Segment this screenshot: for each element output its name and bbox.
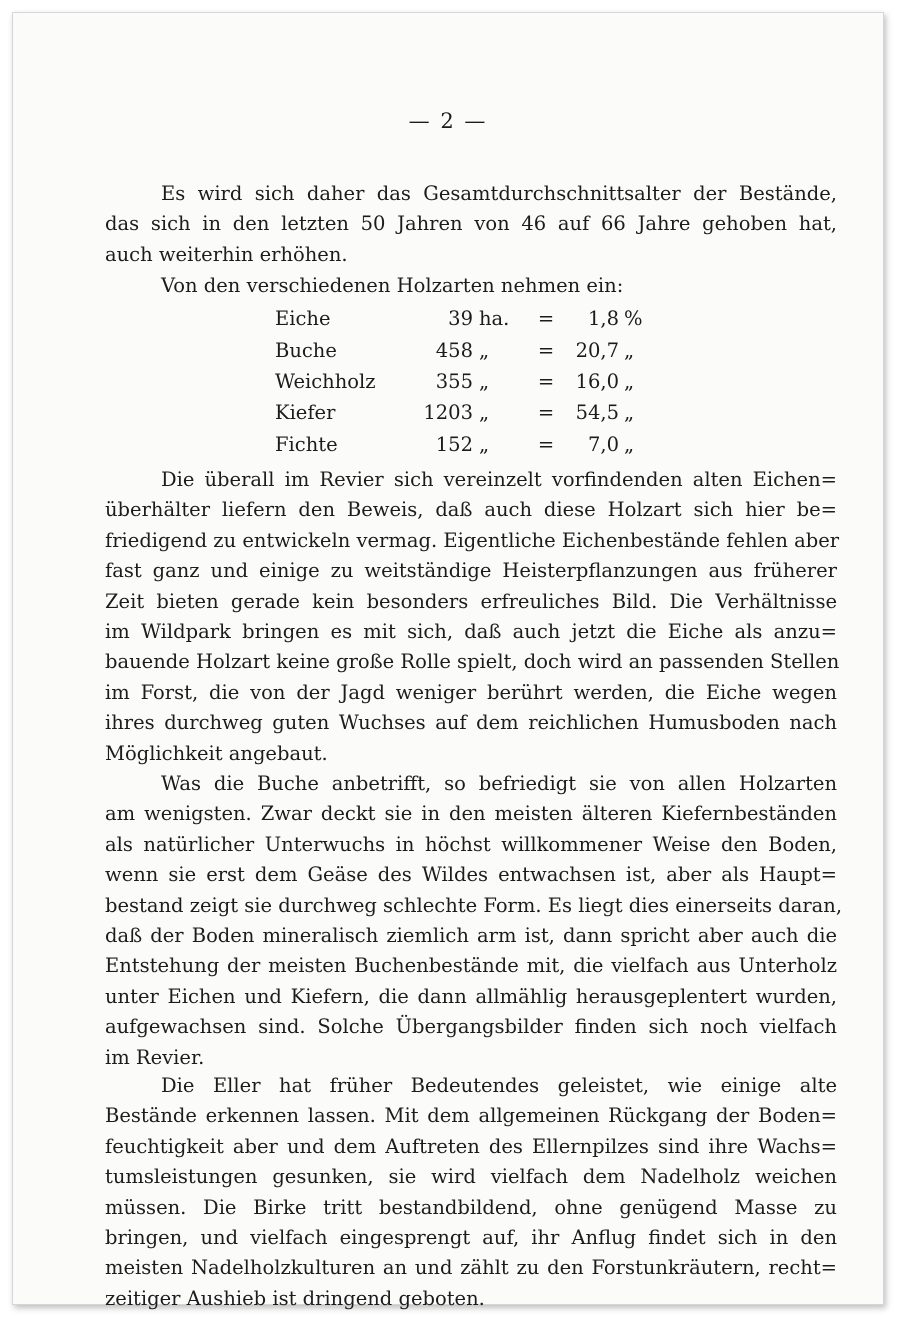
species-percent-unit: % (624, 307, 643, 331)
species-table (275, 303, 658, 460)
species-area: 355 (435, 369, 473, 393)
species-area-unit: „ (479, 369, 490, 393)
page-number: — 2 — (408, 109, 488, 133)
species-name: Kiefer (275, 401, 336, 425)
species-area-unit: „ (479, 432, 490, 456)
species-percent: 7,0 (587, 432, 619, 456)
text-line: im Wildpark bringen es mit sich, daß auch jetzt die Eiche als anzu= (105, 620, 837, 644)
text-line: im Revier. (105, 1045, 205, 1069)
species-name: Fichte (275, 432, 338, 456)
document-page (12, 12, 884, 1310)
text-line: das sich in den letzten 50 Jahren von 46 auf 66 Jahre gehoben hat, (105, 212, 837, 236)
text-line-content: Die Eller hat früher Bedeutendes geleistet, wie einige alte (161, 1074, 837, 1097)
species-name: Weichholz (275, 369, 376, 393)
species-name: Buche (275, 338, 337, 362)
text-line: wenn sie erst dem Geäse des Wildes entwachsen ist, aber als Haupt= (105, 863, 837, 887)
table-row (275, 397, 658, 428)
species-name: Eiche (275, 307, 331, 331)
species-area-unit: ha. (479, 307, 510, 331)
species-percent-unit: „ (624, 338, 635, 362)
table-row (275, 429, 658, 460)
text-line-content: Die überall im Revier sich vereinzelt vorfindenden alten Eichen= (161, 468, 837, 491)
text-line (105, 1071, 837, 1101)
text-line: auch weiterhin erhöhen. (105, 242, 348, 266)
text-line-content: Es wird sich daher das Gesamtdurchschnittsalter der Bestände, (161, 182, 837, 205)
text-line: bringen, und vielfach eingesprengt auf, ihr Anflug findet sich in den (105, 1226, 837, 1250)
text-line (105, 465, 837, 495)
species-area-unit: „ (479, 338, 490, 362)
text-line: meisten Nadelholzkulturen an und zählt zu den Forstunkräutern, recht= (105, 1256, 837, 1280)
text-line: friedigend zu entwickeln vermag. Eigentliche Eichenbestände fehlen aber (105, 528, 840, 552)
text-line (105, 769, 837, 799)
text-line: Möglichkeit angebaut. (105, 741, 328, 765)
species-percent-unit: „ (624, 401, 635, 425)
species-percent-unit: „ (624, 432, 635, 456)
equals-sign: = (537, 432, 555, 456)
paragraph-4 (105, 769, 843, 1073)
text-line (105, 179, 837, 209)
paragraph-3 (105, 465, 840, 769)
text-line: überhälter liefern den Beweis, daß auch diese Holzart sich hier be= (105, 498, 837, 522)
text-line: am wenigsten. Zwar deckt sie in den meisten älteren Kiefernbeständen (105, 802, 837, 826)
text-line: daß der Boden mineralisch ziemlich arm ist, dann spricht aber auch die (105, 924, 837, 948)
equals-sign: = (537, 307, 555, 331)
species-area-unit: „ (479, 401, 490, 425)
species-percent: 20,7 (575, 338, 619, 362)
text-line: tumsleistungen gesunken, sie wird vielfach dem Nadelholz weichen (105, 1165, 837, 1189)
species-percent: 54,5 (575, 401, 619, 425)
text-line: im Forst, die von der Jagd weniger berührt werden, die Eiche wegen (105, 680, 837, 704)
text-line: aufgewachsen sind. Solche Übergangsbilder finden sich noch vielfach (105, 1015, 837, 1039)
species-area: 39 (448, 307, 473, 331)
text-line-content: Was die Buche anbetrifft, so befriedigt sie von allen Holzarten (161, 772, 837, 795)
text-line: als natürlicher Unterwuchs in höchst willkommener Weise den Boden, (105, 832, 837, 856)
paragraph-1 (105, 179, 837, 270)
text-line: feuchtigkeit aber und dem Auftreten des Ellernpilzes sind ihre Wachs= (105, 1134, 837, 1158)
species-percent: 1,8 (587, 307, 619, 331)
text-line: bauende Holzart keine große Rolle spielt, doch wird an passenden Stellen (105, 650, 840, 674)
text-line (105, 271, 837, 301)
equals-sign: = (537, 369, 555, 393)
table-row (275, 303, 658, 334)
text-line: bestand zeigt sie durchweg schlechte Form. Es liegt dies einerseits daran, (105, 893, 843, 917)
paragraph-5 (105, 1071, 837, 1314)
table-row (275, 334, 658, 365)
equals-sign: = (537, 338, 555, 362)
text-line: fast ganz und einige zu weitständige Heisterpflanzungen aus früherer (105, 559, 837, 583)
table-row (275, 366, 658, 397)
equals-sign: = (537, 401, 555, 425)
text-line: Entstehung der meisten Buchenbestände mit, die vielfach aus Unterholz (105, 954, 837, 978)
text-line: müssen. Die Birke tritt bestandbildend, ohne genügend Masse zu (105, 1195, 837, 1219)
species-area: 152 (435, 432, 473, 456)
paragraph-2-intro (105, 271, 837, 301)
text-line: unter Eichen und Kiefern, die dann allmählig herausgeplentert wurden, (105, 984, 837, 1008)
text-line: Zeit bieten gerade kein besonders erfreuliches Bild. Die Verhältnisse (105, 589, 837, 613)
text-line: ihres durchweg guten Wuchses auf dem reichlichen Humusboden nach (105, 711, 837, 735)
species-area: 1203 (423, 401, 473, 425)
text-line-content: Von den verschiedenen Holzarten nehmen ein: (161, 274, 624, 297)
text-line: zeitiger Aushieb ist dringend geboten. (105, 1286, 485, 1310)
species-area: 458 (435, 338, 473, 362)
species-percent: 16,0 (575, 369, 619, 393)
text-line: Bestände erkennen lassen. Mit dem allgemeinen Rückgang der Boden= (105, 1104, 837, 1128)
species-percent-unit: „ (624, 369, 635, 393)
